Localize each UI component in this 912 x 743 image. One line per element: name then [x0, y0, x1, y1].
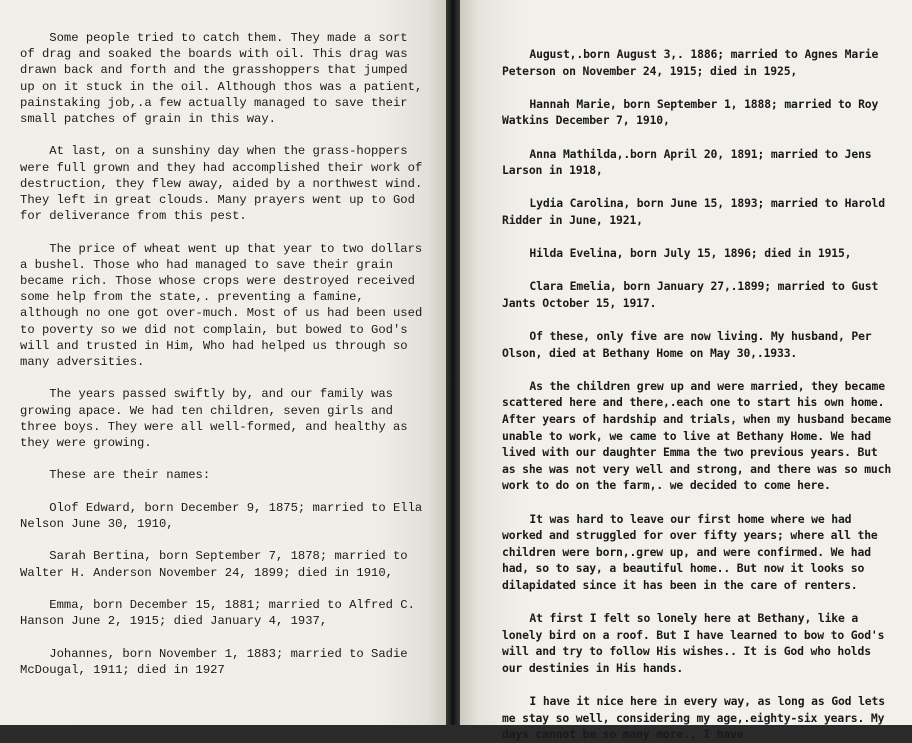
left-paragraph-8: Emma, born December 15, 1881; married to Alfred C. Hanson June 2, 1915; died January 4, 1937,	[20, 598, 415, 629]
left-paragraph-1: Some people tried to catch them. They made a sort of drag and soaked the boards with oil. This drag was drawn back and forth and the grasshoppers that jumped up on it stuck in the oil. Although thos was a patient, painstaking job,.a few actually managed to save their small patches of grain in this way.	[20, 31, 423, 127]
left-paragraph-2: At last, on a sunshiny day when the grass-hoppers were full grown and they had accomplished their work of destruction, they flew away, aided by a northwest wind. They left in great clouds. Many prayers went up to God for deliverance from this pest.	[20, 144, 423, 224]
right-paragraph-11: I have it nice here in every way, as long as God lets me stay so well, considering my age,.eighty-six years. My days cannot be so many more.. I have	[502, 694, 885, 742]
left-paragraph-5: These are their names:	[49, 468, 211, 483]
left-paragraph-3: The price of wheat went up that year to two dollars a bushel. Those who had managed to save their grain became rich. Those whose crops were destroyed received some help from the state,. preventing a famine, although no one got over-much. Most of us had been used to poverty so we did not complain, but bowed to God's will and trusted in Him, Who had helped us through so many adversities.	[20, 241, 423, 370]
right-paragraph-3: Anna Mathilda,.born April 20, 1891; married to Jens Larson in 1918,	[502, 146, 872, 178]
right-paragraph-2: Hannah Marie, born September 1, 1888; married to Roy Watkins December 7, 1910,	[502, 96, 879, 128]
left-page	[0, 0, 446, 725]
right-page	[460, 0, 912, 742]
right-paragraph-8: As the children grew up and were married, they became scattered here and there,.each one to start his own home. After years of hardship and trials, when my husband became unable to work, we came to live at Bethany Home. We had lived with our daughter Emma the two previous years. But as she was not very well and strong, and there was so much work to do on the farm,. we decided to come here.	[502, 378, 892, 493]
left-paragraph-4: The years passed swiftly by, and our family was growing apace. We had ten children, seven girls and three boys. They were all well-formed, and healthy as they were growing.	[20, 387, 408, 451]
right-paragraph-9: It was hard to leave our first home where we had worked and struggled for over fifty years; where all the children were born,.grew up, and were confirmed. We had had, so to say, a beautiful home.. But now it looks so dilapidated since it has been in the care of renters.	[502, 511, 878, 592]
right-paragraph-7: Of these, only five are now living. My husband, Per Olson, died at Bethany Home on May 30,.1933.	[502, 329, 872, 360]
right-paragraph-4: Lydia Carolina, born June 15, 1893; married to Harold Ridder in June, 1921,	[502, 196, 885, 227]
left-paragraph-9: Johannes, born November 1, 1883; married to Sadie McDougal, 1911; died in 1927	[20, 646, 408, 677]
left-paragraph-7: Sarah Bertina, born September 7, 1878; married to Walter H. Anderson November 24, 1899; died in 1910,	[20, 549, 408, 580]
right-paragraph-6: Clara Emelia, born January 27,.1899; married to Gust Jants October 15, 1917.	[502, 279, 879, 310]
right-paragraph-10: At first I felt so lonely here at Bethany, like a lonely bird on a roof. But I have learned to bow to God's will and try to follow His wishes.. It is God who holds our destinies in His hands.	[502, 611, 885, 675]
right-paragraph-1: August,.born August 3,. 1886; married to Agnes Marie Peterson on November 24, 1915; died in 1925,	[502, 47, 879, 78]
right-paragraph-5: Hilda Evelina, born July 15, 1896; died in 1915,	[529, 246, 852, 261]
book-gutter	[446, 0, 460, 725]
left-paragraph-6: Olof Edward, born December 9, 1875; married to Ella Nelson June 30, 1910,	[20, 500, 423, 532]
